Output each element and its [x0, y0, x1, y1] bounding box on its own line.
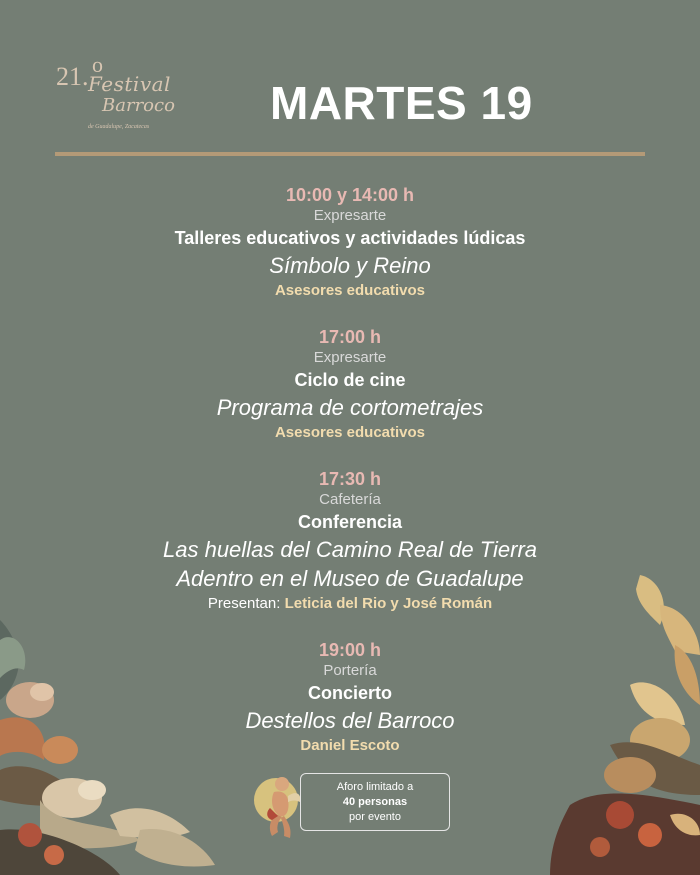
notice-text	[304, 780, 446, 825]
festival-logo	[54, 52, 204, 138]
floral-decoration-right	[510, 565, 700, 875]
event-credit: Asesores educativos	[274, 282, 426, 299]
event-kind: Conferencia	[297, 512, 403, 532]
title-divider	[55, 152, 645, 156]
event-kind: Talleres educativos y actividades lúdicas	[174, 228, 526, 248]
event-time: 17:00 h	[318, 327, 382, 347]
capacity-notice	[252, 770, 450, 830]
event-kind: Concierto	[307, 683, 392, 703]
logo-edition-number: 21.	[56, 62, 89, 91]
notice-line-2: 40 personas	[342, 796, 408, 808]
event-venue: Expresarte	[313, 349, 387, 366]
event-work-title: Programa de cortometrajes	[216, 395, 484, 420]
logo-degree-mark: o	[92, 52, 103, 77]
event-venue: Portería	[323, 662, 377, 679]
event-credit: Asesores educativos	[274, 424, 426, 441]
event-kind: Ciclo de cine	[294, 370, 406, 390]
event-venue: Cafetería	[319, 491, 381, 508]
event-item	[0, 326, 700, 443]
event-work-title-line-2: Adentro en el Museo de Guadalupe	[176, 566, 524, 591]
event-credit: Daniel Escoto	[300, 737, 400, 754]
notice-line-3: por evento	[349, 811, 401, 823]
floral-decoration-left	[0, 600, 240, 875]
event-time: 17:30 h	[318, 469, 382, 489]
event-work-title: Destellos del Barroco	[245, 708, 455, 733]
event-work-title: Símbolo y Reino	[269, 253, 431, 278]
notice-line-1: Aforo limitado a	[336, 781, 414, 793]
logo-word-barroco: Barroco	[102, 95, 175, 116]
event-time: 10:00 y 14:00 h	[285, 185, 415, 205]
event-venue: Expresarte	[313, 207, 387, 224]
event-credit: Leticia del Rio y José Román	[284, 595, 493, 612]
event-work-title-line-1: Las huellas del Camino Real de Tierra	[163, 537, 537, 562]
event-item	[0, 184, 700, 301]
logo-subtitle: de Guadalupe, Zacatecas	[88, 124, 150, 130]
logo-word-festival: Festival	[88, 72, 171, 96]
event-time: 19:00 h	[318, 640, 382, 660]
event-credit-label: Presentan:	[207, 595, 281, 612]
page-title: MARTES 19	[270, 77, 533, 129]
